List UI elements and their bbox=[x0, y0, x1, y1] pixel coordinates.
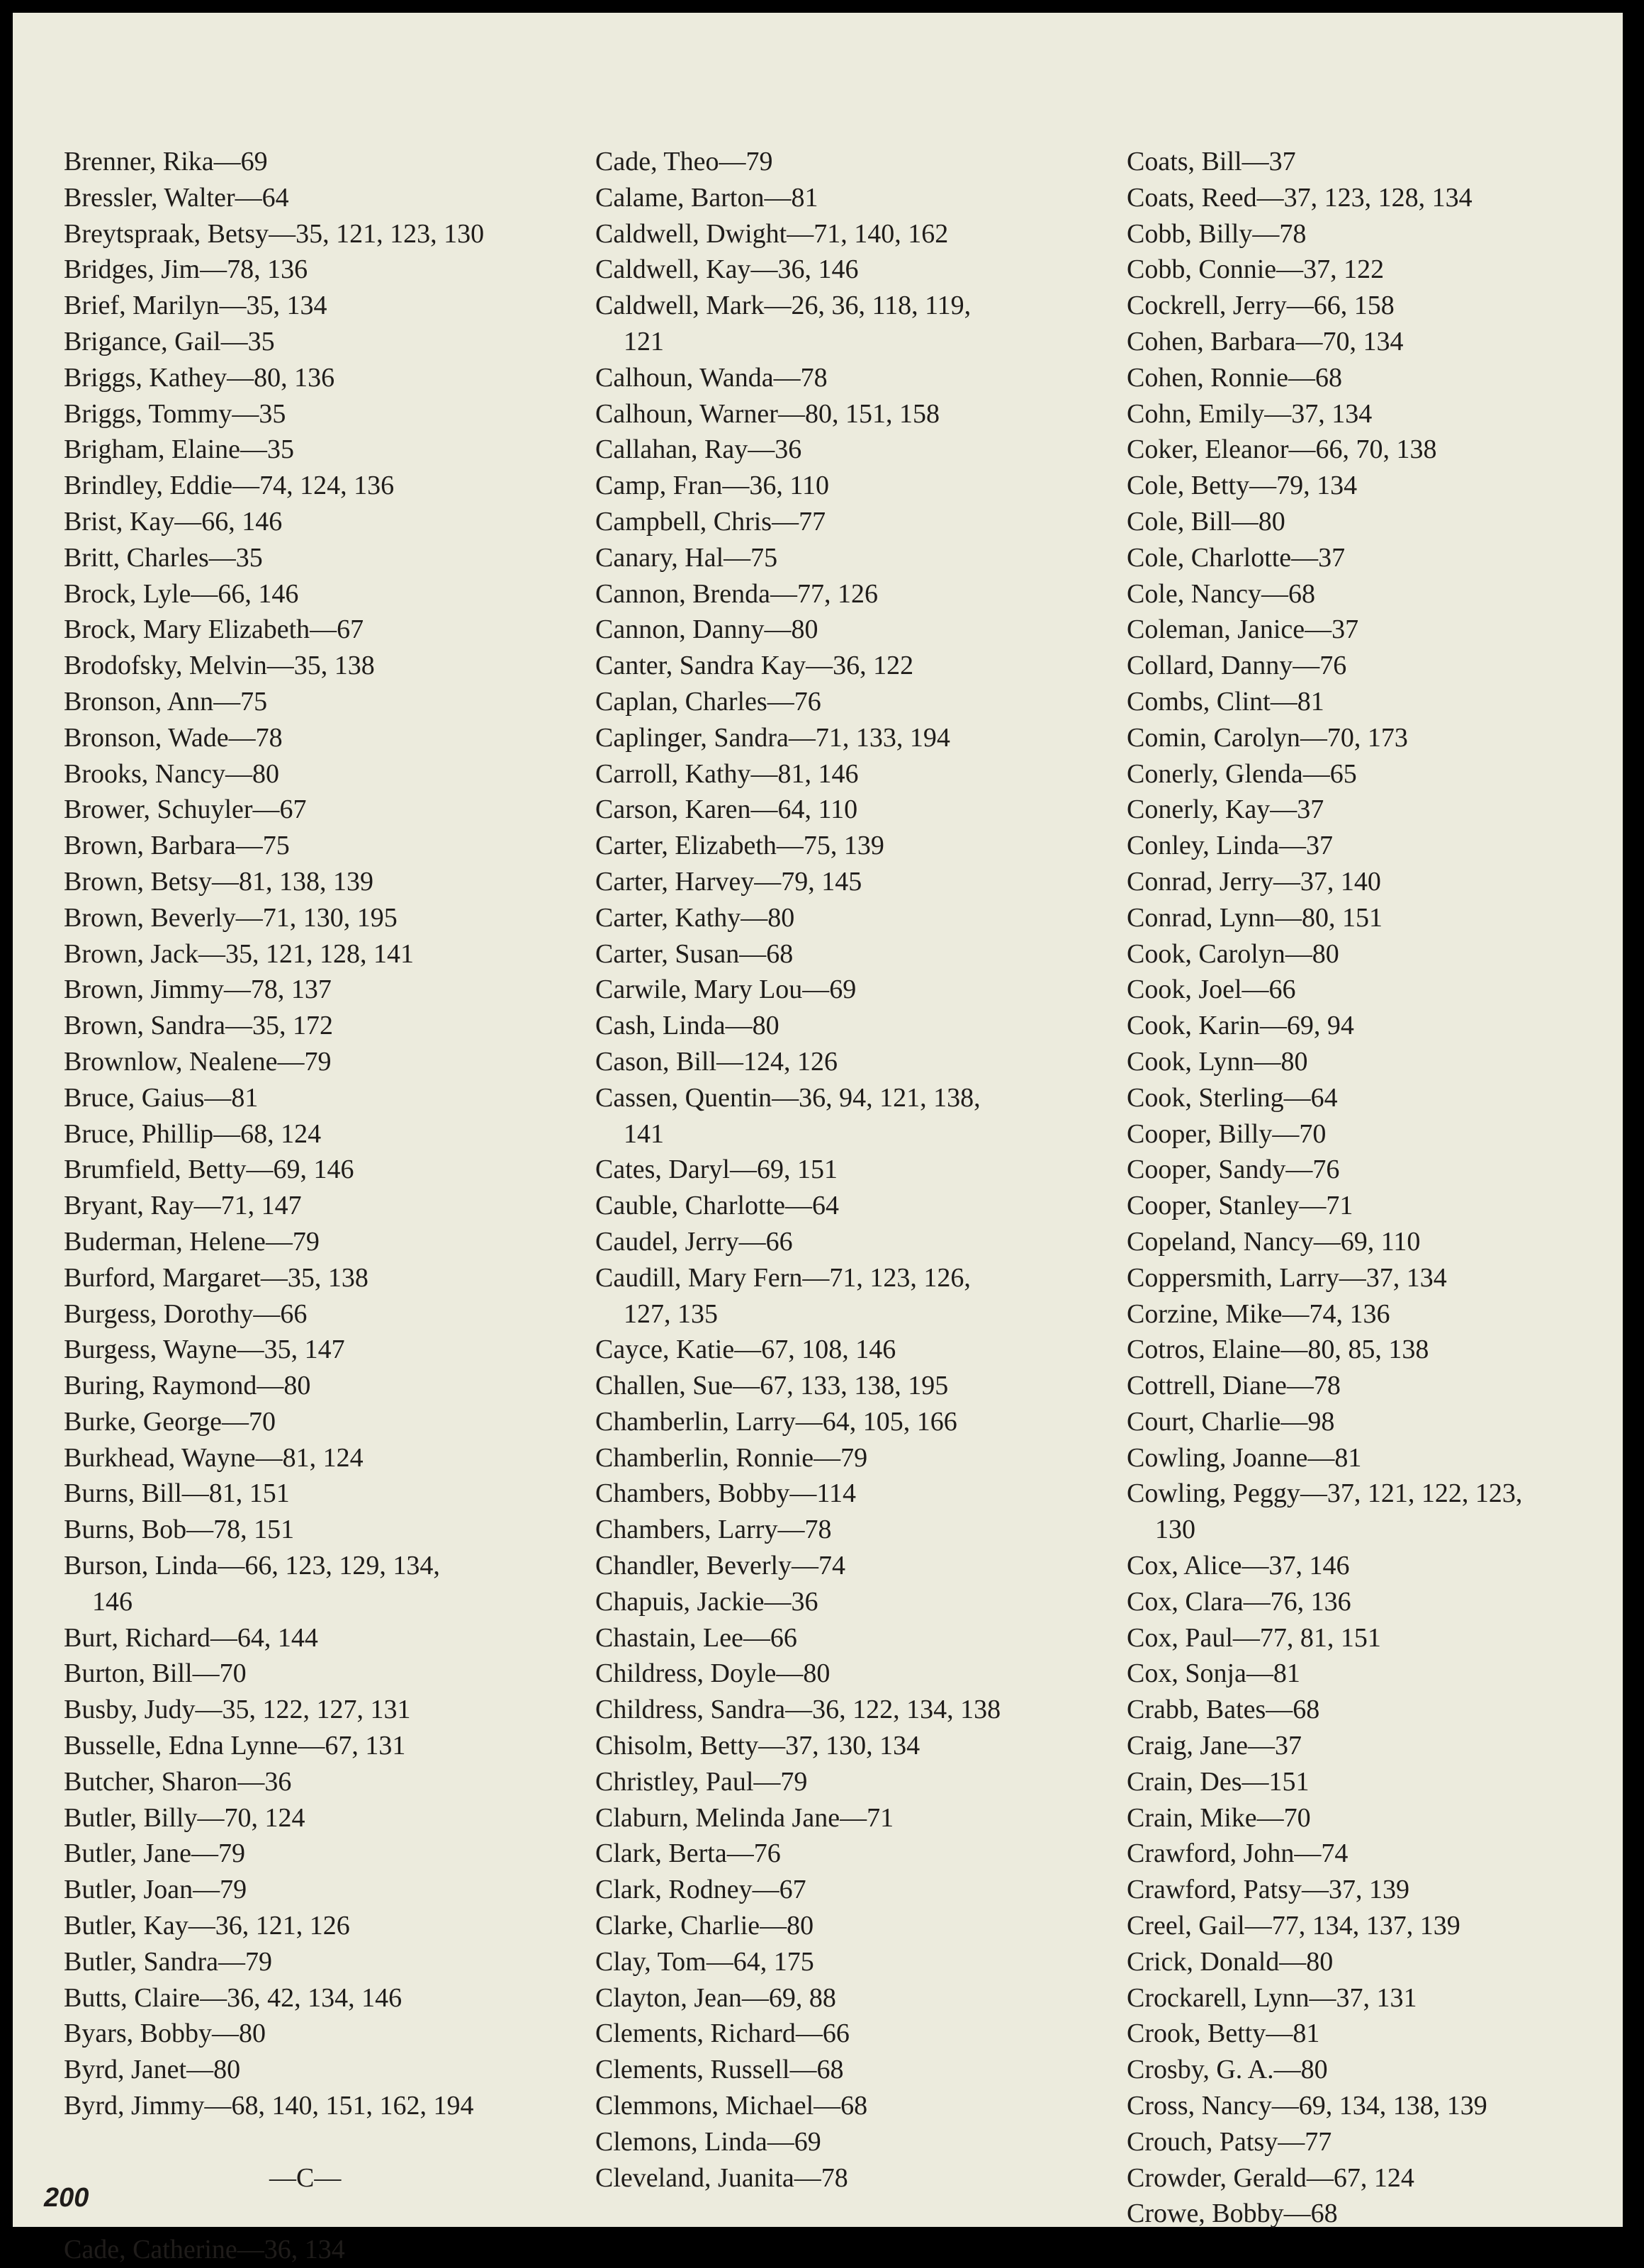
index-entry: Burton, Bill—70 bbox=[64, 1658, 247, 1689]
index-entry: Caldwell, Kay—36, 146 bbox=[595, 254, 859, 285]
index-entry: Brock, Lyle—66, 146 bbox=[64, 578, 299, 609]
index-entry: Caldwell, Mark—26, 36, 118, 119, bbox=[595, 291, 972, 321]
index-entry: Britt, Charles—35 bbox=[64, 542, 263, 573]
index-entry: Crowder, Gerald—67, 124 bbox=[1127, 2162, 1414, 2193]
index-entry: Carter, Kathy—80 bbox=[595, 902, 795, 933]
index-entry: Copeland, Nancy—69, 110 bbox=[1127, 1226, 1421, 1257]
index-entry: Chamberlin, Ronnie—79 bbox=[595, 1442, 868, 1473]
index-entry: Cockrell, Jerry—66, 158 bbox=[1127, 291, 1395, 321]
index-entry: Burt, Richard—64, 144 bbox=[64, 1622, 318, 1653]
index-entry: Crain, Mike—70 bbox=[1127, 1802, 1311, 1833]
index-entry: Court, Charlie—98 bbox=[1127, 1406, 1335, 1437]
index-entry: Brist, Kay—66, 146 bbox=[64, 506, 283, 537]
index-entry: Brown, Beverly—71, 130, 195 bbox=[64, 902, 398, 933]
index-entry: Cohn, Emily—37, 134 bbox=[1127, 398, 1373, 429]
index-entry: Chastain, Lee—66 bbox=[595, 1622, 797, 1653]
index-entry: Butler, Sandra—79 bbox=[64, 1946, 272, 1977]
index-entry: Clarke, Charlie—80 bbox=[595, 1911, 814, 1941]
index-entry: Brumfield, Betty—69, 146 bbox=[64, 1155, 354, 1185]
index-entry: Clark, Rodney—67 bbox=[595, 1875, 806, 1905]
index-entry: Carwile, Mary Lou—69 bbox=[595, 975, 857, 1005]
index-entry: Brown, Jack—35, 121, 128, 141 bbox=[64, 938, 414, 969]
index-entry: Clemons, Linda—69 bbox=[595, 2126, 821, 2157]
index-entry: Byrd, Janet—80 bbox=[64, 2055, 241, 2085]
index-entry: Clements, Richard—66 bbox=[595, 2019, 850, 2049]
index-page bbox=[13, 13, 1623, 2265]
index-entry: Canter, Sandra Kay—36, 122 bbox=[595, 651, 914, 681]
index-entry: Bruce, Gaius—81 bbox=[64, 1082, 259, 1113]
index-entry: Buring, Raymond—80 bbox=[64, 1371, 311, 1401]
index-entry: Clements, Russell—68 bbox=[595, 2055, 844, 2085]
index-column-1 bbox=[64, 144, 484, 2268]
index-entry: Byars, Bobby—80 bbox=[64, 2019, 266, 2049]
index-entry: Bryant, Ray—71, 147 bbox=[64, 1191, 302, 1221]
index-entry: Bridges, Jim—78, 136 bbox=[64, 254, 308, 285]
index-entry: Cox, Paul—77, 81, 151 bbox=[1127, 1622, 1381, 1653]
index-entry: Chisolm, Betty—37, 130, 134 bbox=[595, 1731, 920, 1761]
index-entry: Burgess, Dorothy—66 bbox=[64, 1298, 308, 1329]
index-entry: Cayce, Katie—67, 108, 146 bbox=[595, 1335, 896, 1365]
index-entry: Conerly, Glenda—65 bbox=[1127, 758, 1357, 789]
index-column-2 bbox=[595, 144, 1001, 2196]
index-entry: Calhoun, Warner—80, 151, 158 bbox=[595, 398, 940, 429]
index-entry: Cook, Carolyn—80 bbox=[1127, 938, 1339, 969]
index-entry: Cross, Nancy—69, 134, 138, 139 bbox=[1127, 2091, 1487, 2121]
index-entry: Briggs, Kathey—80, 136 bbox=[64, 362, 335, 393]
index-entry: Burns, Bill—81, 151 bbox=[64, 1478, 290, 1509]
index-entry: Crouch, Patsy—77 bbox=[1127, 2126, 1332, 2157]
index-entry-continuation: 121 bbox=[624, 326, 664, 357]
index-entry: Cohen, Barbara—70, 134 bbox=[1127, 326, 1404, 357]
index-entry: Byrd, Jimmy—68, 140, 151, 162, 194 bbox=[64, 2091, 474, 2121]
index-entry: Crockarell, Lynn—37, 131 bbox=[1127, 1982, 1417, 2013]
index-entry: Bruce, Phillip—68, 124 bbox=[64, 1118, 322, 1149]
index-entry: Childress, Sandra—36, 122, 134, 138 bbox=[595, 1695, 1001, 1725]
index-entry: Chandler, Beverly—74 bbox=[595, 1551, 846, 1581]
index-entry: Crain, Des—151 bbox=[1127, 1766, 1310, 1797]
index-entry: Chambers, Larry—78 bbox=[595, 1515, 832, 1545]
index-entry: Corzine, Mike—74, 136 bbox=[1127, 1298, 1390, 1329]
index-entry: Carter, Elizabeth—75, 139 bbox=[595, 831, 884, 861]
index-entry: Coleman, Janice—37 bbox=[1127, 614, 1359, 645]
index-entry: Carroll, Kathy—81, 146 bbox=[595, 758, 859, 789]
index-entry: Cole, Bill—80 bbox=[1127, 506, 1285, 537]
index-entry-continuation: 146 bbox=[92, 1586, 133, 1617]
index-entry: Comin, Carolyn—70, 173 bbox=[1127, 722, 1408, 753]
index-entry: Carson, Karen—64, 110 bbox=[595, 795, 858, 825]
index-entry: Brock, Mary Elizabeth—67 bbox=[64, 614, 364, 645]
index-entry: Cannon, Brenda—77, 126 bbox=[595, 578, 878, 609]
index-entry: Crook, Betty—81 bbox=[1127, 2019, 1320, 2049]
index-entry-continuation: 141 bbox=[624, 1118, 664, 1149]
index-entry: Butts, Claire—36, 42, 134, 146 bbox=[64, 1982, 402, 2013]
index-entry: Cox, Clara—76, 136 bbox=[1127, 1586, 1351, 1617]
index-entry: Crosby, G. A.—80 bbox=[1127, 2055, 1328, 2085]
index-entry: Clayton, Jean—69, 88 bbox=[595, 1982, 836, 2013]
index-entry: Burke, George—70 bbox=[64, 1406, 276, 1437]
index-entry-continuation: 127, 135 bbox=[624, 1298, 718, 1329]
index-entry: Burns, Bob—78, 151 bbox=[64, 1515, 295, 1545]
index-entry: Collard, Danny—76 bbox=[1127, 651, 1347, 681]
index-entry: Conley, Linda—37 bbox=[1127, 831, 1333, 861]
index-entry: Carter, Harvey—79, 145 bbox=[595, 866, 862, 897]
index-entry: Brown, Betsy—81, 138, 139 bbox=[64, 866, 373, 897]
blank-line bbox=[64, 2124, 484, 2160]
index-entry: Cox, Sonja—81 bbox=[1127, 1658, 1300, 1689]
index-entry: Cason, Bill—124, 126 bbox=[595, 1046, 838, 1077]
index-entry: Brodofsky, Melvin—35, 138 bbox=[64, 651, 375, 681]
index-entry: Cates, Daryl—69, 151 bbox=[595, 1155, 838, 1185]
index-entry: Cannon, Danny—80 bbox=[595, 614, 818, 645]
section-letter-heading: —C— bbox=[269, 2162, 342, 2193]
index-entry: Carter, Susan—68 bbox=[595, 938, 794, 969]
index-entry: Butler, Joan—79 bbox=[64, 1875, 247, 1905]
index-entry: Childress, Doyle—80 bbox=[595, 1658, 831, 1689]
index-entry: Combs, Clint—81 bbox=[1127, 686, 1324, 717]
index-entry: Caudel, Jerry—66 bbox=[595, 1226, 793, 1257]
index-entry: Busselle, Edna Lynne—67, 131 bbox=[64, 1731, 406, 1761]
index-entry: Conerly, Kay—37 bbox=[1127, 795, 1324, 825]
index-entry: Bronson, Wade—78 bbox=[64, 722, 283, 753]
index-entry: Cade, Theo—79 bbox=[595, 147, 773, 176]
index-entry: Coats, Bill—37 bbox=[1127, 147, 1296, 176]
index-entry: Brown, Jimmy—78, 137 bbox=[64, 975, 332, 1005]
index-entry: Chambers, Bobby—114 bbox=[595, 1478, 857, 1509]
index-entry: Challen, Sue—67, 133, 138, 195 bbox=[595, 1371, 949, 1401]
index-entry: Callahan, Ray—36 bbox=[595, 434, 802, 465]
index-entry: Calhoun, Wanda—78 bbox=[595, 362, 828, 393]
index-entry: Cook, Joel—66 bbox=[1127, 975, 1296, 1005]
index-entry: Cobb, Billy—78 bbox=[1127, 218, 1307, 249]
index-entry: Caudill, Mary Fern—71, 123, 126, bbox=[595, 1262, 971, 1293]
index-entry: Cook, Lynn—80 bbox=[1127, 1046, 1308, 1077]
index-entry: Calame, Barton—81 bbox=[595, 182, 818, 213]
index-entry: Brower, Schuyler—67 bbox=[64, 795, 307, 825]
index-entry: Cook, Karin—69, 94 bbox=[1127, 1011, 1354, 1041]
index-entry: Crawford, Patsy—37, 139 bbox=[1127, 1875, 1409, 1905]
index-entry: Crick, Donald—80 bbox=[1127, 1946, 1334, 1977]
index-entry: Christley, Paul—79 bbox=[595, 1766, 808, 1797]
index-entry: Brown, Sandra—35, 172 bbox=[64, 1011, 333, 1041]
index-entry: Cohen, Ronnie—68 bbox=[1127, 362, 1342, 393]
blank-line bbox=[64, 2196, 484, 2232]
index-entry: Chapuis, Jackie—36 bbox=[595, 1586, 818, 1617]
index-entry: Brindley, Eddie—74, 124, 136 bbox=[64, 471, 395, 501]
index-entry: Cooper, Stanley—71 bbox=[1127, 1191, 1353, 1221]
index-entry: Cox, Alice—37, 146 bbox=[1127, 1551, 1350, 1581]
index-entry: Camp, Fran—36, 110 bbox=[595, 471, 830, 501]
index-entry: Butler, Billy—70, 124 bbox=[64, 1802, 305, 1833]
index-entry: Cottrell, Diane—78 bbox=[1127, 1371, 1341, 1401]
index-entry: Cade, Catherine—36, 134 bbox=[64, 2235, 345, 2265]
index-entry: Coats, Reed—37, 123, 128, 134 bbox=[1127, 182, 1473, 213]
index-entry: Butler, Jane—79 bbox=[64, 1838, 245, 1869]
index-entry: Brigham, Elaine—35 bbox=[64, 434, 295, 465]
index-entry: Conrad, Lynn—80, 151 bbox=[1127, 902, 1383, 933]
index-entry: Craig, Jane—37 bbox=[1127, 1731, 1302, 1761]
index-entry: Bressler, Walter—64 bbox=[64, 182, 289, 213]
index-entry: Busby, Judy—35, 122, 127, 131 bbox=[64, 1695, 411, 1725]
index-entry: Butcher, Sharon—36 bbox=[64, 1766, 292, 1797]
index-entry: Cook, Sterling—64 bbox=[1127, 1082, 1338, 1113]
index-entry: Cole, Betty—79, 134 bbox=[1127, 471, 1358, 501]
index-entry: Crabb, Bates—68 bbox=[1127, 1695, 1320, 1725]
index-entry: Caplinger, Sandra—71, 133, 194 bbox=[595, 722, 950, 753]
index-entry: Burford, Margaret—35, 138 bbox=[64, 1262, 368, 1293]
index-entry: Burson, Linda—66, 123, 129, 134, bbox=[64, 1551, 440, 1581]
index-entry: Claburn, Melinda Jane—71 bbox=[595, 1802, 894, 1833]
index-entry: Cowling, Peggy—37, 121, 122, 123, bbox=[1127, 1478, 1523, 1509]
index-entry: Burgess, Wayne—35, 147 bbox=[64, 1335, 345, 1365]
index-entry-continuation: 130 bbox=[1155, 1515, 1195, 1545]
index-entry: Clark, Berta—76 bbox=[595, 1838, 781, 1869]
index-column-3 bbox=[1127, 144, 1522, 2232]
index-entry: Brenner, Rika—69 bbox=[64, 147, 268, 176]
index-entry: Clay, Tom—64, 175 bbox=[595, 1946, 814, 1977]
index-entry: Caldwell, Dwight—71, 140, 162 bbox=[595, 218, 949, 249]
index-entry: Brief, Marilyn—35, 134 bbox=[64, 291, 327, 321]
index-entry: Bronson, Ann—75 bbox=[64, 686, 268, 717]
index-entry: Butler, Kay—36, 121, 126 bbox=[64, 1911, 350, 1941]
index-entry: Coker, Eleanor—66, 70, 138 bbox=[1127, 434, 1437, 465]
index-entry: Briggs, Tommy—35 bbox=[64, 398, 286, 429]
index-entry: Brown, Barbara—75 bbox=[64, 831, 290, 861]
index-entry: Cash, Linda—80 bbox=[595, 1011, 779, 1041]
index-entry: Crowe, Bobby—68 bbox=[1127, 2199, 1338, 2229]
index-entry: Cleveland, Juanita—78 bbox=[595, 2162, 848, 2193]
index-entry: Campbell, Chris—77 bbox=[595, 506, 826, 537]
index-entry: Cobb, Connie—37, 122 bbox=[1127, 254, 1385, 285]
index-entry: Caplan, Charles—76 bbox=[595, 686, 821, 717]
index-entry: Cotros, Elaine—80, 85, 138 bbox=[1127, 1335, 1429, 1365]
index-entry: Canary, Hal—75 bbox=[595, 542, 778, 573]
index-entry: Cassen, Quentin—36, 94, 121, 138, bbox=[595, 1082, 981, 1113]
index-entry: Cooper, Billy—70 bbox=[1127, 1118, 1327, 1149]
page-number: 200 bbox=[44, 2183, 89, 2213]
index-entry: Brigance, Gail—35 bbox=[64, 326, 275, 357]
index-entry: Cauble, Charlotte—64 bbox=[595, 1191, 840, 1221]
index-entry: Brownlow, Nealene—79 bbox=[64, 1046, 332, 1077]
index-entry: Chamberlin, Larry—64, 105, 166 bbox=[595, 1406, 957, 1437]
index-entry: Cowling, Joanne—81 bbox=[1127, 1442, 1362, 1473]
index-entry: Coppersmith, Larry—37, 134 bbox=[1127, 1262, 1447, 1293]
index-entry: Cole, Nancy—68 bbox=[1127, 578, 1315, 609]
index-entry: Brooks, Nancy—80 bbox=[64, 758, 279, 789]
index-entry: Conrad, Jerry—37, 140 bbox=[1127, 866, 1381, 897]
index-entry: Breytspraak, Betsy—35, 121, 123, 130 bbox=[64, 218, 485, 249]
index-entry: Cole, Charlotte—37 bbox=[1127, 542, 1346, 573]
index-entry: Buderman, Helene—79 bbox=[64, 1226, 320, 1257]
index-entry: Creel, Gail—77, 134, 137, 139 bbox=[1127, 1911, 1460, 1941]
index-entry: Crawford, John—74 bbox=[1127, 1838, 1349, 1869]
index-entry: Cooper, Sandy—76 bbox=[1127, 1155, 1340, 1185]
index-entry: Clemmons, Michael—68 bbox=[595, 2091, 868, 2121]
index-entry: Burkhead, Wayne—81, 124 bbox=[64, 1442, 364, 1473]
